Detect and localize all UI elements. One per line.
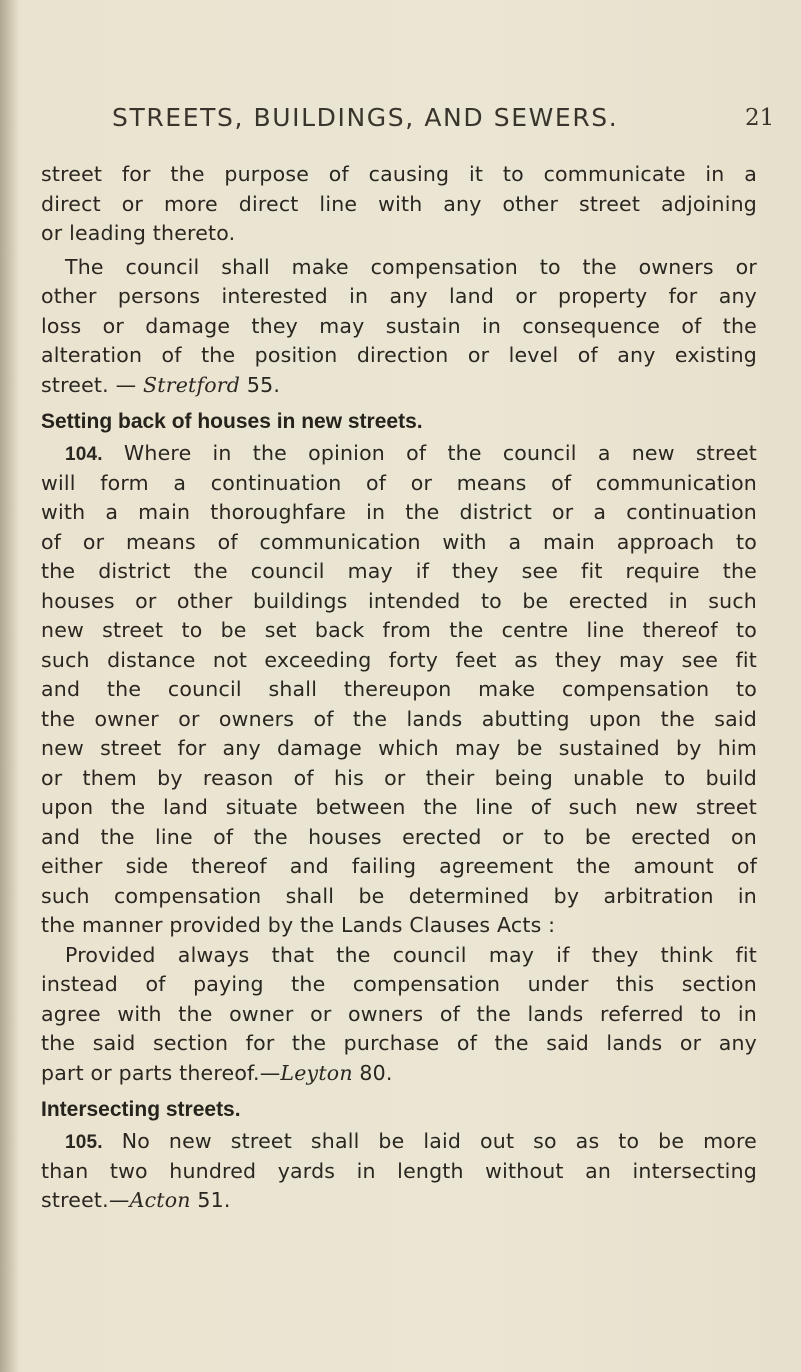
text-line: such distance not exceeding forty feet as they may see fit [41,647,757,672]
text-line: the manner provided by the Lands Clauses Acts : [41,913,556,937]
text-line: direct or more direct line with any other street adjoining [41,191,757,216]
text-line-with-citation [41,371,757,401]
text-line: and the line of the houses erected or to be erected on [41,824,757,849]
text-line: or them by reason of his or their being unable to build [41,765,757,790]
section-heading-setting-back: Setting back of houses in new streets. [41,410,423,433]
text-line: the owner or owners of the lands abutting upon the said [41,706,757,731]
text-line: either side thereof and failing agreement the amount of [41,854,757,878]
text-line: street for the purpose of causing it to communicate in a [41,162,757,186]
citation-place: Leyton [280,1060,353,1085]
text-line [41,1127,757,1157]
text-line: loss or damage they may sustain in consequence of the [41,313,757,338]
text-line: Provided always that the council may if they think fit [65,942,757,967]
citation-number: 80. [352,1060,393,1085]
text-fragment: part or parts thereof.— [41,1060,281,1085]
text-line: the said section for the purchase of the said lands or any [41,1031,757,1055]
section-104 [41,439,757,1088]
section-105 [41,1127,757,1216]
text-line: instead of paying the compensation under this section [41,972,757,996]
text-line: of or means of communication with a main approach to [41,529,757,554]
text-fragment: street.— [41,1188,130,1212]
text-line: other persons interested in any land or property for any [41,284,757,308]
section-number: 105. [65,1132,103,1153]
text-line: houses or other buildings intended to be erected in such [41,588,757,613]
running-head-title: STREETS, BUILDINGS, AND SEWERS. [112,103,619,132]
paragraph-compensation [41,253,757,401]
text-fragment: Where in the opinion of the council a new street [102,441,757,465]
text-line: agree with the owner or owners of the lands referred to in [41,1001,757,1026]
text-line: new street to be set back from the centre line thereof to [41,618,757,642]
text-line: will form a continuation of or means of communication [41,470,757,495]
text-fragment: street. — [41,372,144,397]
text-line: than two hundred yards in length without an intersecting [41,1158,757,1183]
body-text [41,160,757,1216]
citation-place: Stretford [143,372,241,397]
running-head [0,103,801,143]
text-line: and the council shall thereupon make compensation to [41,677,757,701]
text-line: or leading thereto. [41,221,236,245]
text-line: upon the land situate between the line of such new street [41,795,757,819]
text-line: The council shall make compensation to the owners or [65,254,757,279]
citation-number: 55. [240,372,281,397]
text-line: alteration of the position direction or level of any existing [41,343,757,367]
text-fragment: No new street shall be laid out so as to be more [102,1129,757,1153]
text-line: new street for any damage which may be sustained by him [41,736,757,760]
text-line [41,439,757,469]
citation-number: 51. [190,1188,231,1212]
paragraph-continuation [41,160,757,249]
binding-gutter [0,0,18,1372]
text-line-with-citation [41,1186,757,1216]
text-line: such compensation shall be determined by arbitration in [41,883,757,908]
page-number: 21 [745,105,775,131]
section-number: 104. [65,444,103,465]
text-line-with-citation [41,1059,757,1089]
citation-place: Acton [129,1188,191,1212]
section-heading-intersecting: Intersecting streets. [41,1098,241,1121]
text-line: with a main thoroughfare in the district or a continuation [41,500,757,524]
text-line: the district the council may if they see fit require the [41,559,757,583]
